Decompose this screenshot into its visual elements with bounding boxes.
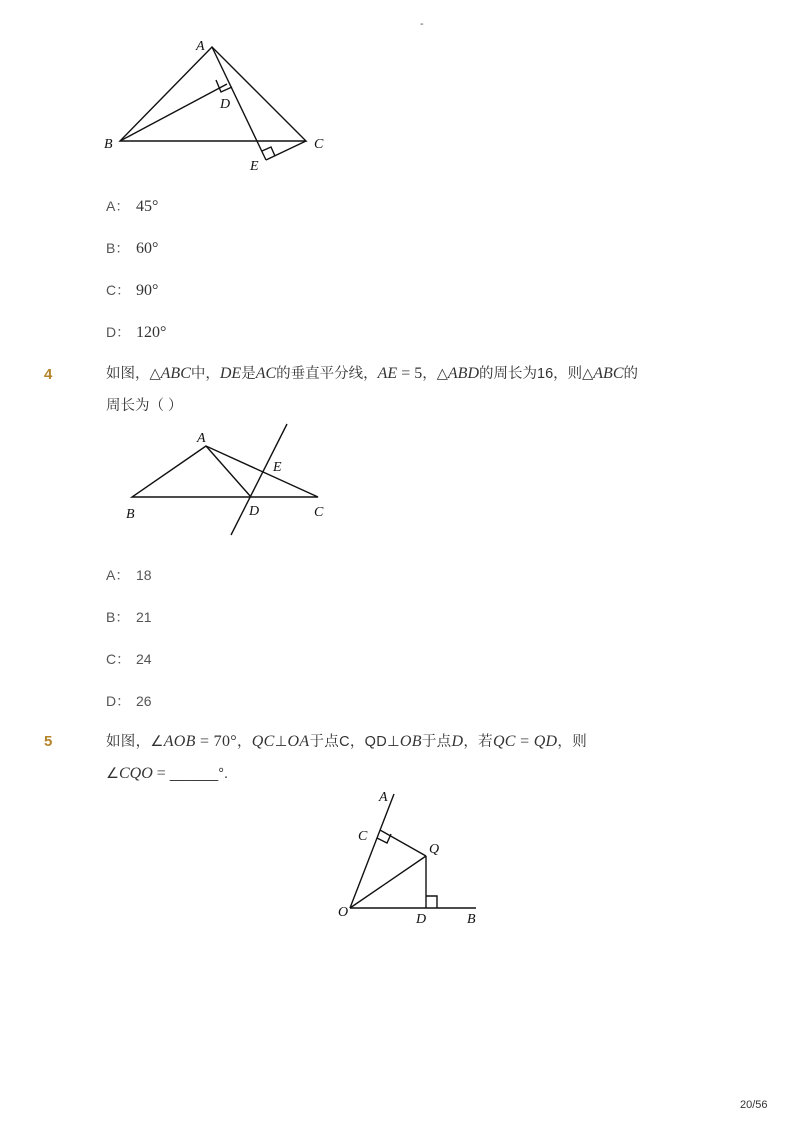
label-e: E <box>273 460 282 475</box>
option-letter: B： <box>106 240 130 256</box>
option-value: 26 <box>136 693 152 709</box>
option-b[interactable] <box>106 607 152 627</box>
option-letter: D： <box>106 693 131 709</box>
question-number-4: 4 <box>44 366 53 383</box>
figure-angle-aob <box>330 785 490 930</box>
option-value: 45° <box>136 198 159 215</box>
label-b: B <box>126 507 135 522</box>
label-d: D <box>220 97 231 112</box>
question-4-text-line1: 如图，△ABC中，DE是AC的垂直平分线，AE = 5，△ABD的周长为16，则△ABC的 <box>106 365 638 382</box>
option-letter: B： <box>106 609 130 625</box>
question-4-text-line2: 周长为（ ） <box>106 398 183 414</box>
figure-triangle-abc-perpendiculars <box>100 36 340 176</box>
label-c: C <box>314 505 324 520</box>
label-c: C <box>314 137 324 152</box>
question-5-text-line2: ∠CQO = ______°. <box>106 765 229 782</box>
label-c: C <box>358 829 368 844</box>
option-letter: C： <box>106 651 131 667</box>
option-a[interactable] <box>106 196 158 216</box>
option-value: 90° <box>136 282 159 299</box>
option-value: 18 <box>136 567 152 583</box>
option-value: 60° <box>136 240 159 257</box>
option-letter: A： <box>106 198 130 214</box>
label-b: B <box>104 137 113 152</box>
option-letter: A： <box>106 567 130 583</box>
label-q: Q <box>429 842 440 857</box>
top-mark: - <box>420 18 424 30</box>
option-d[interactable] <box>106 322 166 342</box>
question-5-text-line1: 如图，∠AOB = 70°，QC⊥OA于点C，QD⊥OB于点D，若QC = QD，则 <box>106 733 588 750</box>
label-d: D <box>249 504 260 519</box>
option-value: 24 <box>136 651 152 667</box>
segment-bd <box>120 84 227 141</box>
segment-ad <box>206 446 251 497</box>
answer-blank[interactable]: ______ <box>169 766 219 782</box>
label-b: B <box>467 912 476 927</box>
label-a: A <box>197 431 206 446</box>
label-d: D <box>416 912 427 927</box>
label-e: E <box>250 159 259 174</box>
segment-oq <box>350 856 426 908</box>
option-value: 120° <box>136 324 167 341</box>
question-number-5: 5 <box>44 733 53 750</box>
option-c[interactable] <box>106 649 152 669</box>
label-o: O <box>338 905 349 920</box>
option-a[interactable] <box>106 565 152 585</box>
triangle-abc <box>132 446 318 497</box>
option-c[interactable] <box>106 280 158 300</box>
option-letter: D： <box>106 324 131 340</box>
figure-perpendicular-bisector <box>120 420 330 540</box>
right-angle-d <box>426 896 437 908</box>
page-number: 20/56 <box>740 1099 768 1111</box>
label-a: A <box>196 39 205 54</box>
ray-oa <box>350 794 394 908</box>
option-d[interactable] <box>106 691 152 711</box>
option-b[interactable] <box>106 238 158 258</box>
label-a: A <box>379 790 388 805</box>
option-letter: C： <box>106 282 131 298</box>
option-value: 21 <box>136 609 152 625</box>
